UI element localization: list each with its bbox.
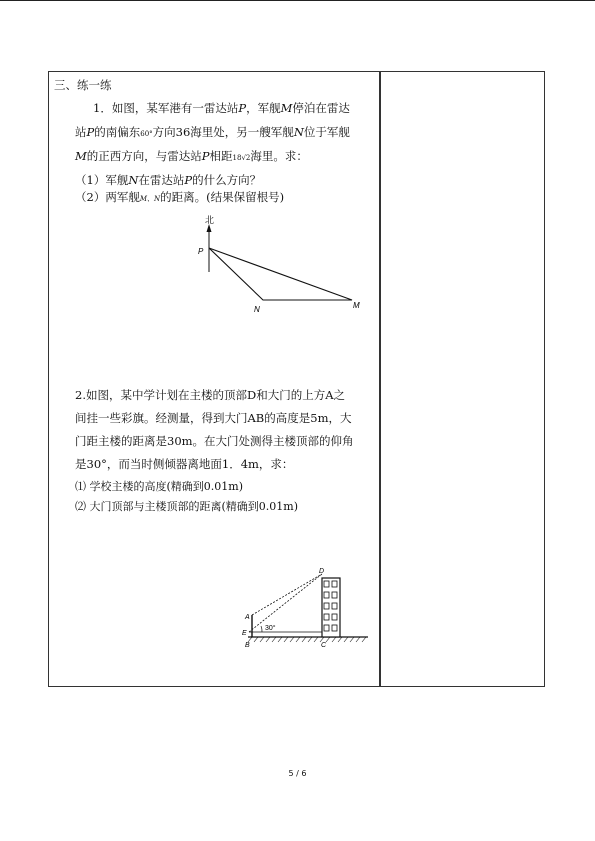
point-c-label: C <box>321 642 327 649</box>
table-column-divider <box>379 71 381 687</box>
section-heading: 三、练一练 <box>54 78 112 92</box>
q1-line-1: 1．如图，某军港有一雷达站P，军舰M停泊在雷达 <box>93 101 350 115</box>
north-arrow-head <box>207 224 212 232</box>
triangle-pnm <box>209 248 352 300</box>
top-rule <box>0 0 595 1</box>
elevation-angle-arc <box>261 626 262 632</box>
point-d-label: D <box>319 568 325 575</box>
point-p-label: P <box>198 247 204 256</box>
ground-hatching <box>248 637 366 642</box>
angle-label: 30° <box>265 625 276 632</box>
point-m-label: M <box>353 301 360 310</box>
point-a-label: A <box>245 614 250 621</box>
q2-line-3: 门距主楼的距离是30m。在大门处测得主楼顶部的仰角 <box>75 434 354 448</box>
point-b-label: B <box>245 642 250 649</box>
q1-figure <box>190 212 380 322</box>
north-label: 北 <box>205 215 215 225</box>
q2-figure <box>240 565 370 653</box>
line-e-to-d <box>249 574 322 632</box>
q1-line-3: M的正西方向，与雷达站P相距18√2海里。求： <box>75 149 308 163</box>
q1-sub-question-1: （1）军舰N在雷达站P的什么方向？ <box>75 173 262 187</box>
q2-sub-question-2: ⑵ 大门顶部与主楼顶部的距离(精确到0.01m) <box>75 500 299 513</box>
q2-line-1: 2.如图，某中学计划在主楼的顶部D和大门的上方A之 <box>75 388 345 402</box>
q2-line-2: 间挂一些彩旗。经测量，得到大门AB的高度是5m，大 <box>75 411 352 425</box>
point-n-label: N <box>254 305 260 314</box>
line-a-to-d <box>252 574 322 615</box>
page-number: 5 / 6 <box>288 769 307 778</box>
point-e-label: E <box>242 630 247 637</box>
q2-line-4: 是30°，而当时侧倾器离地面1．4m，求： <box>75 457 294 471</box>
q2-sub-question-1: ⑴ 学校主楼的高度(精确到0.01m) <box>75 480 244 493</box>
q1-sub-question-2: （2）两军舰M、N的距离。(结果保留根号) <box>75 190 285 204</box>
q1-line-2: 站P的南偏东60°方向36海里处，另一艘军舰N位于军舰 <box>75 125 350 139</box>
